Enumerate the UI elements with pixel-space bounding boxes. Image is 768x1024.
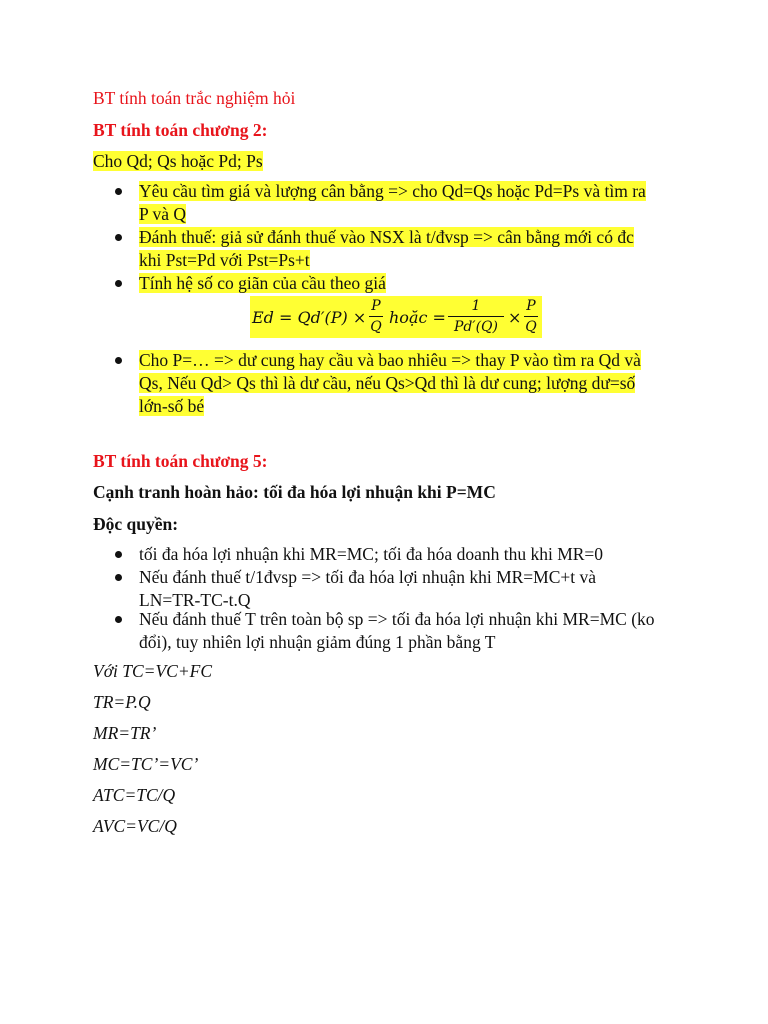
fraction-denominator: Q: [369, 316, 383, 337]
formula-line: ATC=TC/Q: [93, 785, 176, 805]
bullet-dot: [115, 234, 122, 241]
formula-fraction: [369, 296, 383, 337]
bullet-line: lớn-số bé: [139, 396, 205, 416]
formula-fraction: [524, 296, 538, 337]
bullet-line: Đánh thuế: giả sử đánh thuế vào NSX là t/đvsp => cân bằng mới có đc: [139, 227, 634, 247]
bullet-line: P và Q: [139, 204, 186, 224]
formula-mid: hoặc =: [389, 308, 446, 327]
fraction-numerator: P: [526, 298, 536, 314]
bullet-line: đổi), tuy nhiên lợi nhuận giảm đúng 1 phần bằng T: [139, 632, 496, 652]
fraction-numerator: P: [371, 298, 381, 314]
chapter2-heading: BT tính toán chương 2:: [93, 120, 268, 140]
bullet-line: Nếu đánh thuế t/1đvsp => tối đa hóa lợi nhuận khi MR=MC+t và: [139, 567, 597, 587]
chapter5-heading: BT tính toán chương 5:: [93, 451, 268, 471]
formula-line: Với TC=VC+FC: [93, 661, 213, 681]
fraction-denominator: Pd′(Q): [448, 316, 504, 337]
bullet-dot: [115, 280, 122, 287]
elasticity-formula: [250, 296, 542, 338]
chapter2-intro: [93, 150, 263, 172]
document-title: BT tính toán trắc nghiệm hỏi: [93, 88, 296, 108]
chapter2-intro-text: Cho Qd; Qs hoặc Pd; Ps: [93, 151, 263, 171]
bullet-line: Cho P=… => dư cung hay cầu và bao nhiêu => thay P vào tìm ra Qd và: [139, 350, 641, 370]
fraction-denominator: Q: [524, 316, 538, 337]
bullet-line: Nếu đánh thuế T trên toàn bộ sp => tối đa hóa lợi nhuận khi MR=MC (ko: [139, 609, 655, 629]
bullet-line: Tính hệ số co giãn của cầu theo giá: [139, 273, 386, 293]
bullet-dot: [115, 188, 122, 195]
formula-line: AVC=VC/Q: [93, 816, 177, 836]
perfect-competition-line: Cạnh tranh hoàn hảo: tối đa hóa lợi nhuận khi P=MC: [93, 482, 496, 502]
bullet-line: khi Pst=Pd với Pst=Ps+t: [139, 250, 310, 270]
bullet-dot: [115, 616, 122, 623]
bullet-line: LN=TR-TC-t.Q: [139, 590, 251, 610]
formula-line: MR=TR’: [93, 723, 157, 743]
monopoly-heading: Độc quyền:: [93, 514, 179, 534]
bullet-line: Qs, Nếu Qd> Qs thì là dư cầu, nếu Qs>Qd thì là dư cung; lượng dư=số: [139, 373, 636, 393]
bullet-dot: [115, 574, 122, 581]
formula-fraction: [448, 296, 504, 337]
formula-line: MC=TC’=VC’: [93, 754, 199, 774]
bullet-dot: [115, 357, 122, 364]
bullet-dot: [115, 551, 122, 558]
formula-line: TR=P.Q: [93, 692, 151, 712]
fraction-numerator: 1: [471, 298, 481, 314]
bullet-line: tối đa hóa lợi nhuận khi MR=MC; tối đa hóa doanh thu khi MR=0: [139, 544, 604, 564]
formula-lhs: Ed = Qd′(P) ×: [252, 308, 367, 327]
formula-times: ×: [508, 308, 522, 327]
bullet-line: Yêu cầu tìm giá và lượng cân bằng => cho Qd=Qs hoặc Pd=Ps và tìm ra: [139, 181, 646, 201]
